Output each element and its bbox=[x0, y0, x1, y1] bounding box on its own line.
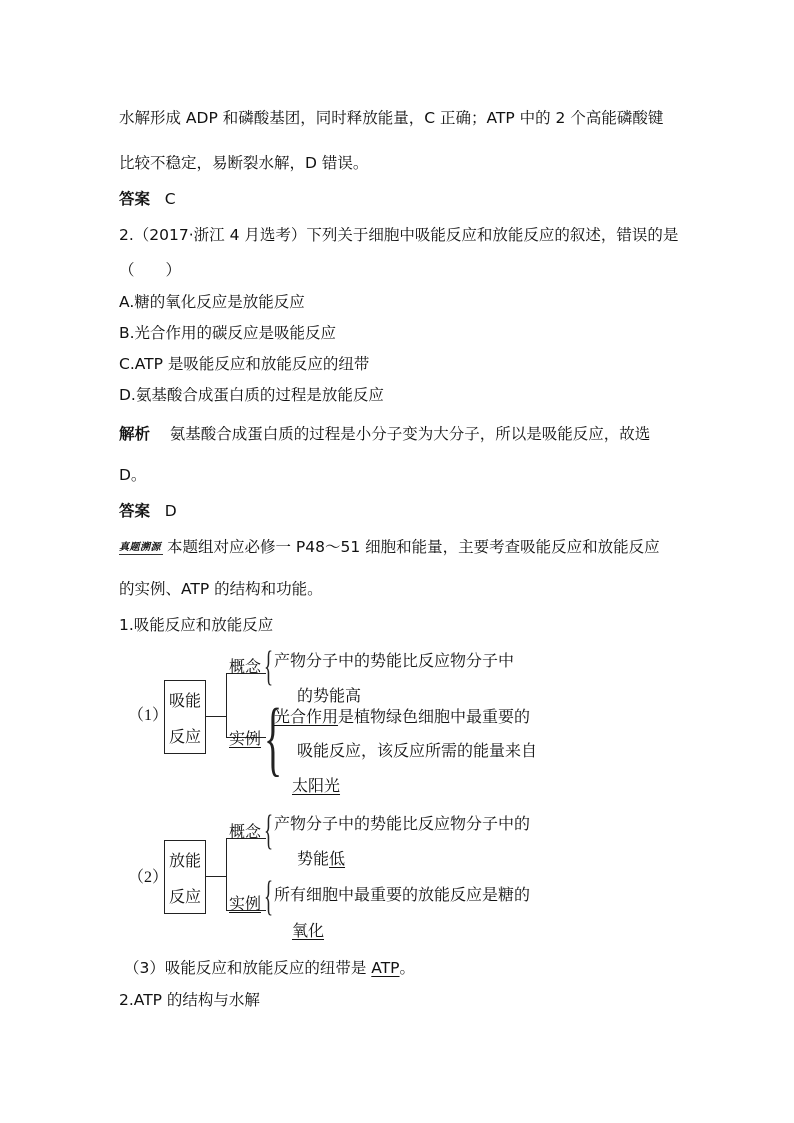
concept-line-2 bbox=[297, 846, 345, 869]
analysis-line-2: D。 bbox=[119, 466, 147, 484]
option-d: D.氨基酸合成蛋白质的过程是放能反应 bbox=[119, 386, 384, 404]
connector bbox=[206, 716, 226, 717]
example-underlined: 光合作用 bbox=[274, 709, 339, 726]
section-1-title: 1.吸能反应和放能反应 bbox=[119, 616, 274, 634]
connector bbox=[226, 673, 227, 737]
example-line-1-rest: 是植物绿色细胞中最重要的 bbox=[338, 709, 531, 726]
diagram-1-box-top: 吸能 bbox=[168, 692, 201, 710]
item-3-underlined: ATP bbox=[371, 959, 400, 977]
example-line-1 bbox=[274, 704, 530, 727]
option-c: C.ATP 是吸能反应和放能反应的纽带 bbox=[119, 355, 370, 373]
brace-icon: { bbox=[264, 874, 274, 920]
question-2-paren: （ ） bbox=[119, 261, 182, 279]
source-note-line-2: 的实例、ATP 的结构和功能。 bbox=[119, 580, 323, 598]
source-note-line-1 bbox=[119, 535, 660, 557]
analysis-line-1 bbox=[119, 422, 650, 444]
concept-label: 概念 bbox=[229, 659, 262, 676]
diagram-1-box bbox=[164, 680, 206, 754]
item-3-post: 。 bbox=[399, 959, 416, 977]
concept-line-2: 的势能高 bbox=[297, 688, 362, 705]
diagram-1-number: （1） bbox=[128, 707, 169, 724]
brace-icon: { bbox=[264, 692, 283, 785]
example-line-3: 太阳光 bbox=[292, 778, 341, 795]
brace-icon: { bbox=[264, 808, 274, 854]
example-line-2: 氧化 bbox=[292, 923, 325, 940]
answer-value: D bbox=[164, 502, 177, 520]
diagram-1-box-bottom: 反应 bbox=[168, 728, 201, 746]
answer-1 bbox=[119, 187, 176, 209]
answer-label: 答案 bbox=[119, 190, 151, 208]
connector bbox=[226, 838, 227, 910]
intro-line-1: 水解形成 ADP 和磷酸基团，同时释放能量，C 正确；ATP 中的 2 个高能磷酸键 bbox=[119, 109, 664, 127]
source-note-text: 本题组对应必修一 P48～51 细胞和能量，主要考查吸能反应和放能反应 bbox=[167, 538, 660, 556]
example-line-2: 吸能反应，该反应所需的能量来自 bbox=[297, 743, 538, 760]
section-2-title: 2.ATP 的结构与水解 bbox=[119, 991, 260, 1009]
concept-line-1: 产物分子中的势能比反应物分子中 bbox=[274, 653, 515, 670]
option-a: A.糖的氧化反应是放能反应 bbox=[119, 293, 305, 311]
analysis-label: 解析 bbox=[119, 425, 151, 443]
concept-line-2-underlined: 低 bbox=[329, 851, 346, 868]
example-label: 实例 bbox=[229, 731, 262, 748]
answer-2 bbox=[119, 499, 177, 521]
brace-icon: { bbox=[264, 644, 274, 690]
concept-line-2-pre: 势能 bbox=[297, 851, 330, 868]
example-label: 实例 bbox=[229, 896, 262, 913]
question-2-stem: 2.（2017·浙江 4 月选考）下列关于细胞中吸能反应和放能反应的叙述，错误的是 bbox=[119, 226, 679, 244]
diagram-2-box-top: 放能 bbox=[168, 852, 201, 870]
example-line-1: 所有细胞中最重要的放能反应是糖的 bbox=[274, 887, 531, 904]
concept-label: 概念 bbox=[229, 824, 262, 841]
analysis-text: 氨基酸合成蛋白质的过程是小分子变为大分子，所以是吸能反应，故选 bbox=[169, 425, 651, 443]
diagram-2-box-bottom: 反应 bbox=[168, 888, 201, 906]
item-3-pre: （3）吸能反应和放能反应的纽带是 bbox=[124, 959, 372, 977]
answer-label: 答案 bbox=[119, 502, 151, 520]
answer-value: C bbox=[164, 190, 176, 208]
concept-line-1: 产物分子中的势能比反应物分子中的 bbox=[274, 816, 531, 833]
option-b: B.光合作用的碳反应是吸能反应 bbox=[119, 324, 337, 342]
diagram-2-number: （2） bbox=[128, 869, 169, 886]
item-3 bbox=[124, 956, 415, 978]
connector bbox=[206, 876, 226, 877]
source-badge: 真题溯源 bbox=[119, 538, 163, 555]
diagram-2-box bbox=[164, 840, 206, 914]
intro-line-2: 比较不稳定，易断裂水解，D 错误。 bbox=[119, 154, 369, 172]
